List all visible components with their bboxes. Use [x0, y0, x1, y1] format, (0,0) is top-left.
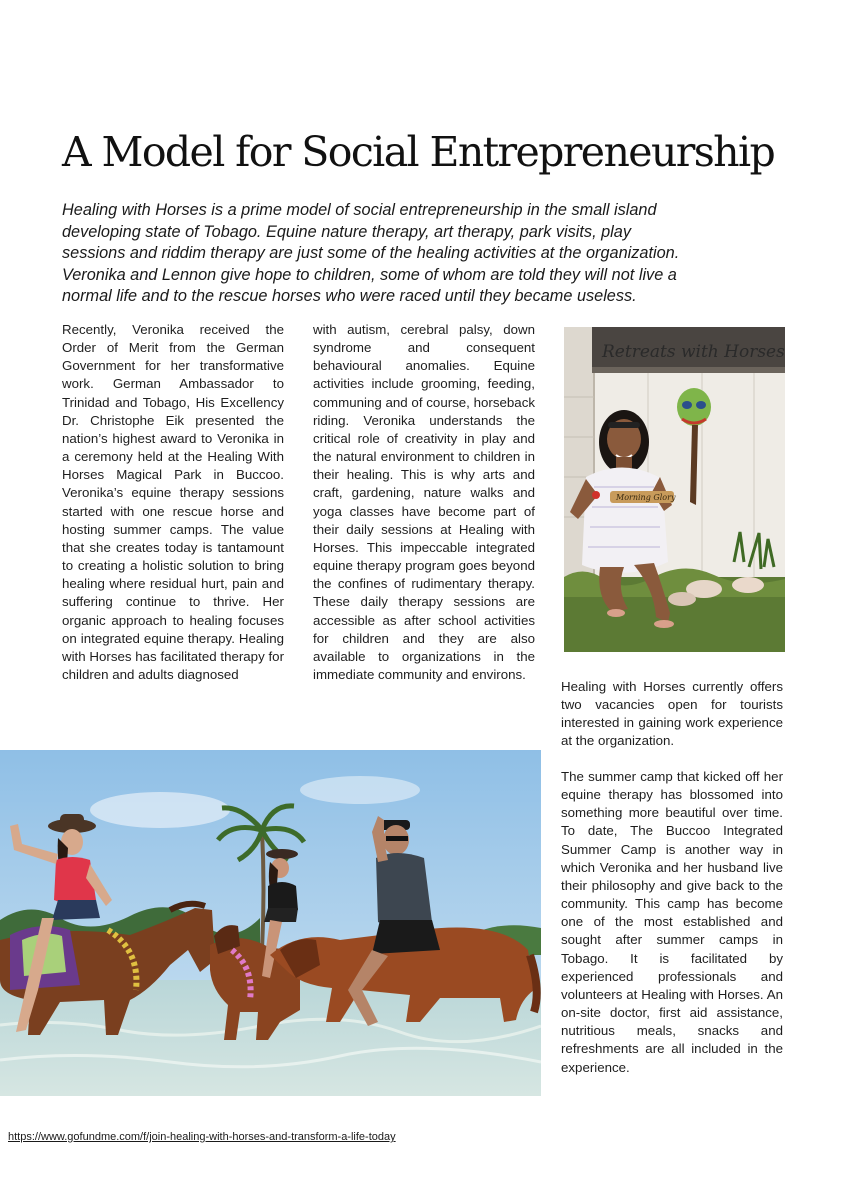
body-column-3-top: Healing with Horses currently offers two vacancies open for tourists interested in gaining work experience at the organization.: [561, 679, 783, 749]
page-title: A Model for Social Entrepreneurship: [62, 128, 775, 176]
body-column-3-bottom: The summer camp that kicked off her equine therapy has blossomed into something more beautiful over time. To date, The Buccoo Integrated Summer Camp is another way in which Veronika and her husband live their philosophy and give back to the community. This camp has become one of the most established and sought after summer camps in Tobago. It is facilitated by experienced professionals and volunteers at Healing with Horses. An on-site doctor, first aid assistance, nutritious meals, snacks and refreshments are all included in the experience.: [561, 769, 783, 1075]
sign-text: Retreats with Horses: [602, 342, 785, 362]
lead-paragraph: Healing with Horses is a prime model of social entrepreneurship in the small island developing state of Tobago. Equine nature therapy, art therapy, park visits, play sessions and riddim therapy are just some of the healing activities at the organization. Veronika and Lennon give hope to children, some of whom are told they will not live a normal life and to the rescue horses who were raced until they became useless.: [62, 201, 680, 306]
body-column-1: Recently, Veronika received the Order of Merit from the German Government for her transformative work. German Ambassador to Trinidad and Tobago, His Excellency Dr. Christophe Eik presented the nation’s highest award to Veronika in a ceremony held at the Healing With Horses Magical Park in Buccoo. Veronika’s equine therapy sessions started with one rescue horse and hosting summer camps. The value that she creates today is tantamount to creating a holistic solution to bring healing where residual hurt, pain and suffering continue to thrive. Her organic approach to healing focuses on integrated equine therapy. Healing with Horses has facilitated therapy for children and adults diagnosed: [62, 322, 284, 682]
gofundme-link[interactable]: https://www.gofundme.com/f/join-healing-with-horses-and-transform-a-life-today: [8, 1131, 396, 1143]
body-column-2: with autism, cerebral palsy, down syndrome and consequent behavioural anomalies. Equine activities include grooming, feeding, communing and of course, horseback riding. Veronika understands the critical role of creativity in play and the natural environment to children in their healing. This is why arts and craft, gardening, nature walks and yoga classes have become part of their daily sessions at Healing with Horses. This impeccable integrated equine therapy program goes beyond the confines of rudimentary therapy. These daily therapy sessions are accessible as after school activities for children and they are also available to organizations in the immediate community and environs.: [313, 322, 535, 682]
card-text: Morning Glory: [616, 493, 676, 502]
photo-horse-riders-in-sea: [0, 750, 541, 1096]
photo-veronika-portrait: [564, 327, 785, 652]
